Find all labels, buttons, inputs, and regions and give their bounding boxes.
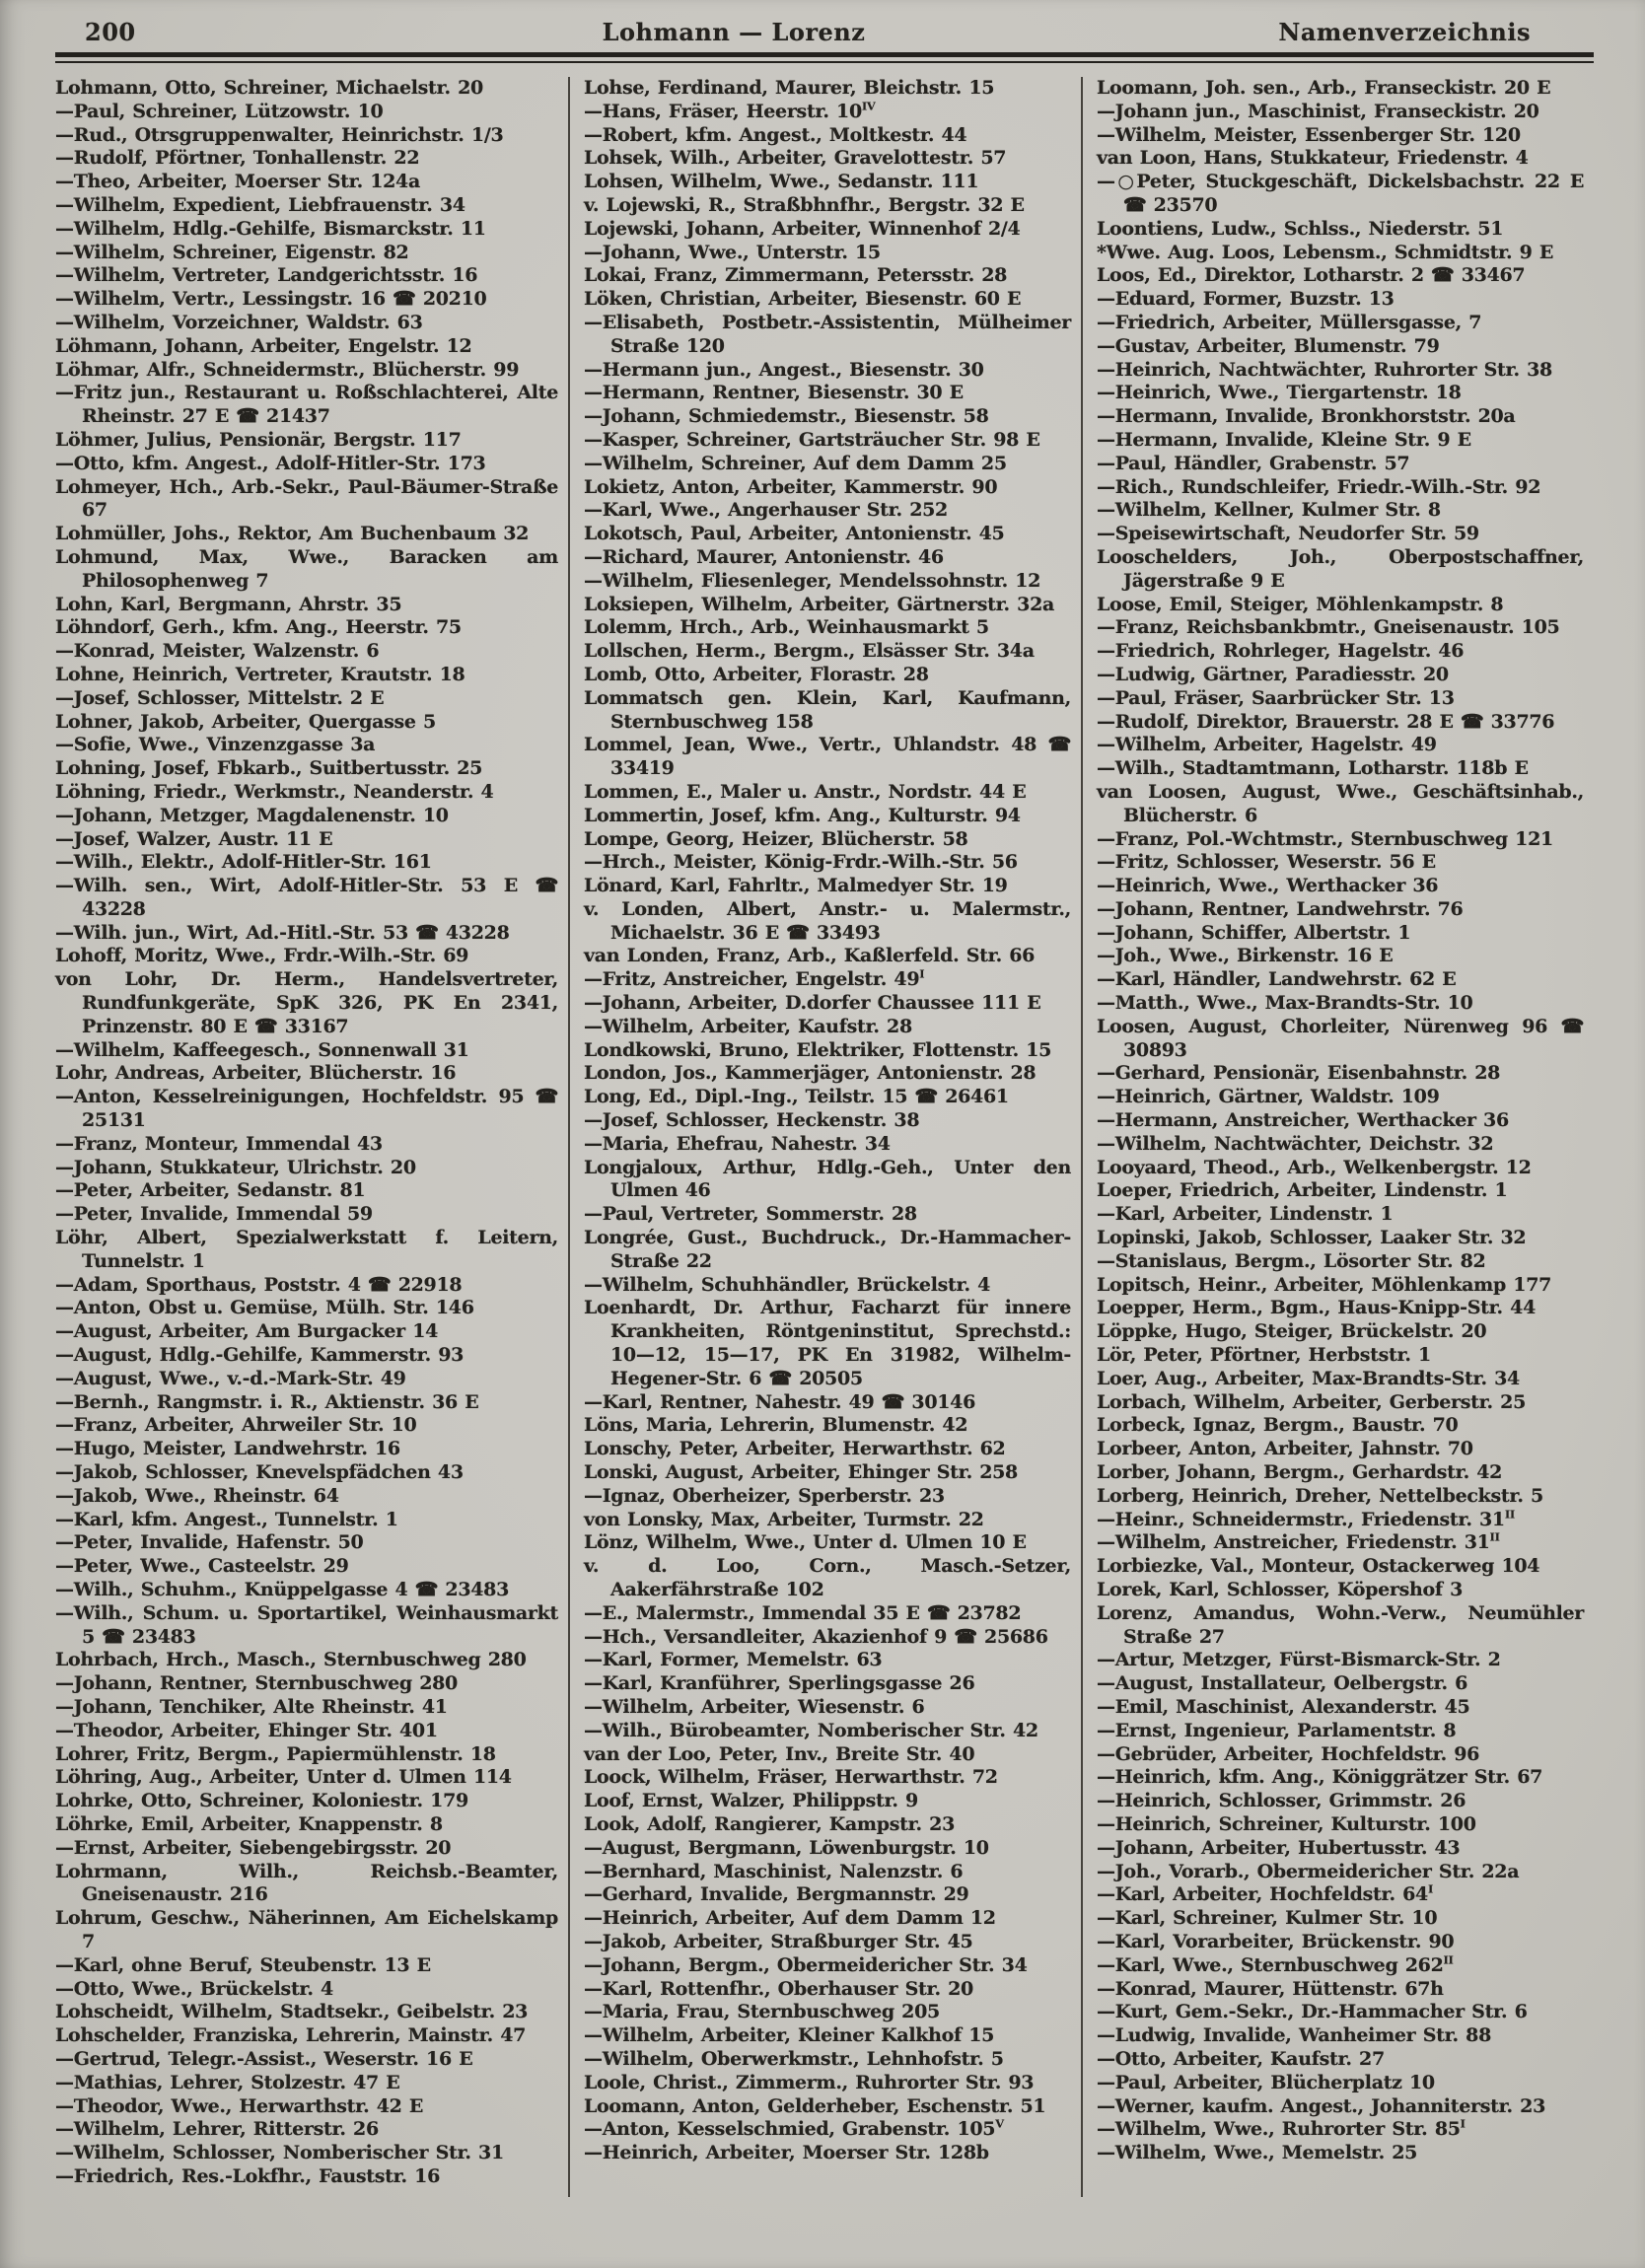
- directory-entry: Lohrer, Fritz, Bergm., Papiermühlenstr. 18: [55, 1742, 496, 1765]
- directory-entry: —Artur, Metzger, Fürst-Bismarck-Str. 2: [1097, 1649, 1501, 1671]
- directory-entry: van Loosen, August, Wwe., Geschäftsinhab., Blücherstr. 6: [1097, 780, 1584, 826]
- directory-entry: —Adam, Sporthaus, Poststr. 4 ☎ 22918: [55, 1273, 463, 1296]
- directory-entry: —Anton, Kesselschmied, Grabenstr. $105^V$: [584, 2117, 1004, 2141]
- directory-entry: Lokai, Franz, Zimmermann, Petersstr. 28: [584, 264, 1008, 287]
- directory-entry: Löhmann, Johann, Arbeiter, Engelstr. 12: [55, 334, 472, 357]
- directory-entry: —Johann, Rentner, Sternbuschweg 280: [55, 1672, 458, 1695]
- directory-entry: —Wilhelm, Schuhhändler, Brückelstr. 4: [584, 1273, 991, 1296]
- directory-entry: —Ludwig, Invalide, Wanheimer Str. 88: [1097, 2024, 1492, 2047]
- directory-entry: Loenhardt, Dr. Arthur, Facharzt für innere Krankheiten, Röntgeninstitut, Sprechstd.: 10—12, 15—17, PK En 31982, Wilhelm-Hegener-Str. 6 ☎ 20505: [584, 1297, 1071, 1389]
- directory-entry: Loock, Wilhelm, Fräser, Herwarthstr. 72: [584, 1766, 998, 1789]
- directory-entry: Lopinski, Jakob, Schlosser, Laaker Str. 32: [1097, 1227, 1527, 1249]
- directory-entry: Lorek, Karl, Schlosser, Köpershof 3: [1097, 1579, 1463, 1600]
- directory-entry: v. Lojewski, R., Straßbhnfhr., Bergstr. 32 E: [584, 193, 1025, 216]
- directory-entry: Lör, Peter, Pförtner, Herbststr. 1: [1097, 1344, 1431, 1367]
- directory-entry: —Otto, kfm. Angest., Adolf-Hitler-Str. 173: [55, 452, 486, 474]
- directory-entry: Lohmann, Otto, Schreiner, Michaelstr. 20: [55, 77, 483, 99]
- directory-entry: —Rudolf, Direktor, Brauerstr. 28 E ☎ 33776: [1097, 710, 1555, 733]
- directory-entry: Lommen, E., Maler u. Anstr., Nordstr. 44 E: [584, 780, 1027, 803]
- directory-entry: —Heinrich, Arbeiter, Moerser Str. 128b: [584, 2142, 989, 2164]
- directory-entry: —Hermann, Anstreicher, Werthacker 36: [1097, 1109, 1509, 1132]
- directory-entry: —Heinrich, Wwe., Werthacker 36: [1097, 875, 1439, 897]
- directory-entry: Loof, Ernst, Walzer, Philippstr. 9: [584, 1790, 918, 1812]
- directory-entry: —Wilhelm, Schreiner, Auf dem Damm 25: [584, 452, 1007, 474]
- directory-entry: —Heinrich, kfm. Ang., Königgrätzer Str. 67: [1097, 1766, 1543, 1789]
- directory-entry: —Elisabeth, Postbetr.-Assistentin, Mülheimer Straße 120: [584, 311, 1071, 357]
- directory-entry: Lönz, Wilhelm, Wwe., Unter d. Ulmen 10 E: [584, 1531, 1027, 1554]
- directory-entry: —Wilh., Elektr., Adolf-Hitler-Str. 161: [55, 851, 432, 874]
- directory-entry: Löhmer, Julius, Pensionär, Bergstr. 117: [55, 428, 462, 451]
- page-number: 200: [85, 18, 136, 46]
- directory-entry: Loer, Aug., Arbeiter, Max-Brandts-Str. 34: [1097, 1367, 1520, 1389]
- directory-entry: —Rudolf, Pförtner, Tonhallenstr. 22: [55, 147, 420, 170]
- directory-entry: Löns, Maria, Lehrerin, Blumenstr. 42: [584, 1414, 968, 1437]
- directory-entry: —Wilh., Schuhm., Knüppelgasse 4 ☎ 23483: [55, 1579, 510, 1600]
- directory-entry: —Speisewirtschaft, Neudorfer Str. 59: [1097, 523, 1479, 545]
- directory-entry: Löhring, Aug., Arbeiter, Unter d. Ulmen 114: [55, 1766, 512, 1789]
- directory-entry: —Heinrich, Schreiner, Kulturstr. 100: [1097, 1812, 1476, 1835]
- directory-entry: —Maria, Ehefrau, Nahestr. 34: [584, 1132, 891, 1155]
- directory-entry: —August, Bergmann, Löwenburgstr. 10: [584, 1836, 989, 1859]
- directory-entry: —Wilhelm, Expedient, Liebfrauenstr. 34: [55, 193, 465, 216]
- directory-entry: Lohmüller, Johs., Rektor, Am Buchenbaum 32: [55, 523, 530, 545]
- directory-entry: —Friedrich, Rohrleger, Hagelstr. 46: [1097, 640, 1465, 663]
- directory-entry: Loeper, Friedrich, Arbeiter, Lindenstr. 1: [1097, 1179, 1508, 1202]
- directory-entry: —Hch., Versandleiter, Akazienhof 9 ☎ 25686: [584, 1625, 1048, 1648]
- directory-entry: Lohsek, Wilh., Arbeiter, Gravelottestr. 57: [584, 147, 1007, 170]
- directory-entry: —Sofie, Wwe., Vinzenzgasse 3a: [55, 734, 376, 756]
- directory-entry: —Wilhelm, Lehrer, Ritterstr. 26: [55, 2118, 379, 2141]
- directory-entry: —Wilhelm, Arbeiter, Hagelstr. 49: [1097, 734, 1437, 756]
- directory-entry: Loomann, Anton, Gelderheber, Eschenstr. 51: [584, 2094, 1046, 2117]
- directory-entry: —Hans, Fräser, Heerstr. $10^{IV}$: [584, 99, 876, 122]
- directory-entry: von Lonsky, Max, Arbeiter, Turmstr. 22: [584, 1508, 984, 1530]
- directory-entry: Lohsen, Wilhelm, Wwe., Sedanstr. 111: [584, 171, 979, 193]
- directory-entry: —Anton, Obst u. Gemüse, Mülh. Str. 146: [55, 1297, 474, 1319]
- directory-entry: —August, Hdlg.-Gehilfe, Kammerstr. 93: [55, 1344, 465, 1367]
- directory-entry: Lorbiezke, Val., Monteur, Ostackerweg 104: [1097, 1555, 1540, 1578]
- directory-entry: —Peter, Invalide, Hafenstr. 50: [55, 1531, 364, 1554]
- directory-entry: —Joh., Vorarb., Obermeidericher Str. 22a: [1097, 1860, 1520, 1882]
- directory-entry: —Wilh., Stadtamtmann, Lotharstr. 118b E: [1097, 757, 1529, 780]
- directory-entry: —Hermann jun., Angest., Biesenstr. 30: [584, 358, 984, 381]
- directory-entry: —Paul, Schreiner, Lützowstr. 10: [55, 100, 384, 122]
- directory-entry: Long, Ed., Dipl.-Ing., Teilstr. 15 ☎ 26461: [584, 1086, 1009, 1108]
- directory-entry: —Karl, Wwe., Sternbuschweg $262^{II}$: [1097, 1952, 1454, 1976]
- directory-entry: —Eduard, Former, Buzstr. 13: [1097, 288, 1395, 311]
- directory-page: [55, 18, 1594, 2197]
- directory-entry: —Hermann, Invalide, Kleine Str. 9 E: [1097, 428, 1471, 451]
- directory-entry: —Paul, Arbeiter, Blücherplatz 10: [1097, 2071, 1435, 2093]
- directory-entry: —Wilh., Bürobeamter, Nomberischer Str. 42: [584, 1719, 1038, 1741]
- directory-entry: Lokietz, Anton, Arbeiter, Kammerstr. 90: [584, 475, 998, 498]
- directory-entry: Lohschelder, Franziska, Lehrerin, Mainstr. 47: [55, 2024, 527, 2047]
- directory-entry: —August, Arbeiter, Am Burgacker 14: [55, 1320, 439, 1343]
- directory-entry: Loepper, Herm., Bgm., Haus-Knipp-Str. 44: [1097, 1297, 1537, 1319]
- directory-entry: —Paul, Fräser, Saarbrücker Str. 13: [1097, 686, 1455, 709]
- directory-entry: —Ludwig, Gärtner, Paradiesstr. 20: [1097, 663, 1449, 685]
- directory-entry: —Hugo, Meister, Landwehrstr. 16: [55, 1438, 400, 1460]
- directory-entry: Lojewski, Johann, Arbeiter, Winnenhof 2/4: [584, 217, 1021, 240]
- directory-entry: —Wilh. jun., Wirt, Ad.-Hitl.-Str. 53 ☎ 43228: [55, 921, 510, 944]
- directory-entry: —Karl, ohne Beruf, Steubenstr. 13 E: [55, 1953, 431, 1976]
- directory-entry: van der Loo, Peter, Inv., Breite Str. 40: [584, 1742, 975, 1765]
- directory-entry: Lommertin, Josef, kfm. Ang., Kulturstr. 94: [584, 804, 1021, 826]
- directory-entry: Lonski, August, Arbeiter, Ehinger Str. 258: [584, 1461, 1018, 1484]
- directory-entry: —Bernh., Rangmstr. i. R., Aktienstr. 36 E: [55, 1390, 479, 1413]
- directory-entry: Lohrbach, Hrch., Masch., Sternbuschweg 280: [55, 1649, 527, 1671]
- directory-entry: Lönard, Karl, Fahrltr., Malmedyer Str. 19: [584, 875, 1008, 897]
- directory-entry: Loos, Ed., Direktor, Lotharstr. 2 ☎ 33467: [1097, 264, 1526, 287]
- directory-entry: —Karl, Rentner, Nahestr. 49 ☎ 30146: [584, 1390, 975, 1413]
- directory-entry: —Wilhelm, Nachtwächter, Deichstr. 32: [1097, 1132, 1494, 1155]
- directory-entry: —Ernst, Arbeiter, Siebengebirgsstr. 20: [55, 1836, 452, 1859]
- directory-entry: Looschelders, Joh., Oberpostschaffner, Jägerstraße 9 E: [1097, 545, 1584, 592]
- directory-entry: —Karl, Schreiner, Kulmer Str. 10: [1097, 1907, 1438, 1930]
- directory-entry: —Wilhelm, Oberwerkmstr., Lehnhofstr. 5: [584, 2047, 1004, 2070]
- directory-entry: Lorbeer, Anton, Arbeiter, Jahnstr. 70: [1097, 1438, 1473, 1460]
- directory-entry: —Wilhelm, Vertreter, Landgerichtsstr. 16: [55, 264, 478, 287]
- directory-entry: Lolemm, Hrch., Arb., Weinhausmarkt 5: [584, 616, 989, 639]
- directory-columns: [55, 77, 1594, 2197]
- directory-entry: —Werner, kaufm. Angest., Johanniterstr. 23: [1097, 2094, 1546, 2117]
- directory-entry: —Karl, kfm. Angest., Tunnelstr. 1: [55, 1508, 398, 1530]
- directory-entry: —Peter, Invalide, Immendal 59: [55, 1203, 373, 1226]
- header-letter-range: Lohmann — Lorenz: [602, 18, 866, 46]
- directory-entry: Lorbach, Wilhelm, Arbeiter, Gerberstr. 25: [1097, 1390, 1527, 1413]
- directory-entry: —○Peter, Stuckgeschäft, Dickelsbachstr. 22 E ☎ 23570: [1097, 171, 1584, 216]
- directory-entry: —Johann, Stukkateur, Ulrichstr. 20: [55, 1156, 416, 1178]
- directory-entry: —Matth., Wwe., Max-Brandts-Str. 10: [1097, 992, 1473, 1015]
- directory-entry: Löken, Christian, Arbeiter, Biesenstr. 60 E: [584, 288, 1022, 311]
- directory-entry: —Heinr., Schneidermstr., Friedenstr. $31^{II}$: [1097, 1507, 1515, 1530]
- directory-entry: —Paul, Händler, Grabenstr. 57: [1097, 452, 1410, 474]
- directory-entry: Lohrum, Geschw., Näherinnen, Am Eichelskamp 7: [55, 1907, 558, 1952]
- directory-entry: Lohscheidt, Wilhelm, Stadtsekr., Geibelstr. 23: [55, 2001, 529, 2023]
- directory-entry: Loose, Emil, Steiger, Möhlenkampstr. 8: [1097, 593, 1504, 615]
- directory-entry: —Franz, Monteur, Immendal 43: [55, 1132, 383, 1155]
- directory-entry: —August, Installateur, Oelbergstr. 6: [1097, 1672, 1468, 1695]
- directory-entry: —Friedrich, Res.-Lokfhr., Fauststr. 16: [55, 2164, 441, 2187]
- directory-entry: Lollschen, Herm., Bergm., Elsässer Str. 34a: [584, 640, 1035, 663]
- directory-entry: —Friedrich, Arbeiter, Müllersgasse, 7: [1097, 311, 1482, 333]
- directory-entry: —Otto, Arbeiter, Kaufstr. 27: [1097, 2047, 1385, 2070]
- directory-entry: —Karl, Former, Memelstr. 63: [584, 1649, 883, 1671]
- directory-entry: —Otto, Wwe., Brückelstr. 4: [55, 1977, 333, 2000]
- directory-entry: —Rud., Otrsgruppenwalter, Heinrichstr. 1/3: [55, 123, 504, 146]
- directory-entry: Loontiens, Ludw., Schlss., Niederstr. 51: [1097, 217, 1504, 240]
- directory-entry: —Wilhelm, Hdlg.-Gehilfe, Bismarckstr. 11: [55, 217, 486, 240]
- directory-entry: —Wilhelm, Anstreicher, Friedenstr. $31^{II}$: [1097, 1530, 1500, 1554]
- directory-entry: —Fritz, Schlosser, Weserstr. 56 E: [1097, 851, 1436, 874]
- directory-entry: Longjaloux, Arthur, Hdlg.-Geh., Unter den Ulmen 46: [584, 1156, 1071, 1202]
- directory-entry: —Hermann, Rentner, Biesenstr. 30 E: [584, 382, 964, 404]
- directory-entry: —Robert, kfm. Angest., Moltkestr. 44: [584, 123, 967, 146]
- directory-entry: —Ignaz, Oberheizer, Sperberstr. 23: [584, 1484, 945, 1507]
- directory-entry: Lohn, Karl, Bergmann, Ahrstr. 35: [55, 593, 402, 615]
- directory-entry: —Emil, Maschinist, Alexanderstr. 45: [1097, 1695, 1470, 1718]
- directory-entry: v. d. Loo, Corn., Masch.-Setzer, Aakerfährstraße 102: [584, 1555, 1071, 1600]
- directory-entry: Lohmund, Max, Wwe., Baracken am Philosophenweg 7: [55, 545, 558, 592]
- directory-entry: Lorenz, Amandus, Wohn.-Verw., Neumühler Straße 27: [1097, 1601, 1584, 1648]
- directory-entry: —Konrad, Maurer, Hüttenstr. 67h: [1097, 1977, 1444, 2000]
- directory-entry: —Wilhelm, Fliesenleger, Mendelssohnstr. 12: [584, 569, 1041, 592]
- directory-entry: Longrée, Gust., Buchdruck., Dr.-Hammacher-Straße 22: [584, 1227, 1071, 1272]
- directory-entry: —Johann, Arbeiter, Hubertusstr. 43: [1097, 1836, 1461, 1859]
- directory-entry: —Karl, Arbeiter, Hochfeldstr. $64^I$: [1097, 1882, 1433, 1906]
- directory-entry: —Wilhelm, Vorzeichner, Waldstr. 63: [55, 311, 423, 333]
- directory-entry: —Gerhard, Invalide, Bergmannstr. 29: [584, 1883, 969, 1906]
- directory-entry: —Rich., Rundschleifer, Friedr.-Wilh.-Str. 92: [1097, 475, 1541, 498]
- directory-entry: —Josef, Walzer, Austr. 11 E: [55, 827, 333, 850]
- directory-entry: v. Londen, Albert, Anstr.- u. Malermstr., Michaelstr. 36 E ☎ 33493: [584, 897, 1071, 944]
- directory-entry: Lohrke, Otto, Schreiner, Koloniestr. 179: [55, 1790, 468, 1812]
- directory-entry: —Wilh., Schum. u. Sportartikel, Weinhausmarkt 5 ☎ 23483: [55, 1601, 558, 1648]
- directory-entry: Löhning, Friedr., Werkmstr., Neanderstr. 4: [55, 780, 494, 803]
- directory-entry: —Peter, Arbeiter, Sedanstr. 81: [55, 1179, 366, 1202]
- directory-entry: Löhr, Albert, Spezialwerkstatt f. Leitern, Tunnelstr. 1: [55, 1227, 558, 1272]
- header-section-title: Namenverzeichnis: [1278, 18, 1531, 46]
- directory-entry: von Lohr, Dr. Herm., Handelsvertreter, Rundfunkgeräte, SpK 326, PK En 2341, Prinzenstr. 80 E ☎ 33167: [55, 968, 558, 1037]
- directory-entry: Looyaard, Theod., Arb., Welkenbergstr. 12: [1097, 1156, 1532, 1178]
- directory-entry: Look, Adolf, Rangierer, Kampstr. 23: [584, 1812, 956, 1835]
- directory-entry: Löhndorf, Gerh., kfm. Ang., Heerstr. 75: [55, 616, 462, 639]
- directory-entry: —Wilhelm, Wwe., Memelstr. 25: [1097, 2142, 1418, 2164]
- directory-entry: —Johann, Schmiedemstr., Biesenstr. 58: [584, 405, 989, 428]
- directory-entry: —Fritz jun., Restaurant u. Roßschlachterei, Alte Rheinstr. 27 E ☎ 21437: [55, 382, 558, 428]
- directory-entry: —Jakob, Arbeiter, Straßburger Str. 45: [584, 1930, 973, 1952]
- directory-entry: Lohne, Heinrich, Vertreter, Krautstr. 18: [55, 663, 465, 685]
- directory-entry: —Heinrich, Nachtwächter, Ruhrorter Str. 38: [1097, 358, 1552, 381]
- directory-entry: —Gustav, Arbeiter, Blumenstr. 79: [1097, 334, 1440, 357]
- directory-entry: —Gerhard, Pensionär, Eisenbahnstr. 28: [1097, 1062, 1501, 1085]
- directory-entry: —Josef, Schlosser, Heckenstr. 38: [584, 1109, 920, 1132]
- directory-entry: —Richard, Maurer, Antonienstr. 46: [584, 545, 944, 568]
- directory-entry: —Kurt, Gem.-Sekr., Dr.-Hammacher Str. 6: [1097, 2001, 1528, 2023]
- directory-entry: Lompe, Georg, Heizer, Blücherstr. 58: [584, 827, 968, 850]
- directory-entry: —Heinrich, Gärtner, Waldstr. 109: [1097, 1086, 1440, 1108]
- directory-entry: Lohning, Josef, Fbkarb., Suitbertusstr. 25: [55, 757, 483, 780]
- directory-column-2: [568, 77, 1081, 2197]
- directory-entry: Lohner, Jakob, Arbeiter, Quergasse 5: [55, 710, 436, 733]
- directory-entry: Lohoff, Moritz, Wwe., Frdr.-Wilh.-Str. 69: [55, 945, 469, 967]
- directory-entry: Lommel, Jean, Wwe., Vertr., Uhlandstr. 48 ☎ 33419: [584, 734, 1071, 780]
- directory-entry: Lonschy, Peter, Arbeiter, Herwarthstr. 62: [584, 1438, 1006, 1460]
- directory-entry: *Wwe. Aug. Loos, Lebensm., Schmidtstr. 9 E: [1097, 241, 1554, 263]
- directory-entry: Lorber, Johann, Bergm., Gerhardstr. 42: [1097, 1461, 1503, 1484]
- directory-entry: Loole, Christ., Zimmerm., Ruhrorter Str. 93: [584, 2071, 1035, 2093]
- directory-entry: —Wilh. sen., Wirt, Adolf-Hitler-Str. 53 E ☎ 43228: [55, 875, 558, 920]
- directory-entry: —Wilhelm, Kellner, Kulmer Str. 8: [1097, 499, 1441, 522]
- directory-entry: Löhmar, Alfr., Schneidermstr., Blücherstr. 99: [55, 358, 520, 381]
- directory-entry: —Wilhelm, Vertr., Lessingstr. 16 ☎ 20210: [55, 288, 487, 311]
- directory-entry: —Franz, Pol.-Wchtmstr., Sternbuschweg 121: [1097, 827, 1553, 850]
- directory-entry: —Jakob, Wwe., Rheinstr. 64: [55, 1484, 339, 1507]
- directory-entry: —Wilhelm, Arbeiter, Kaufstr. 28: [584, 1015, 912, 1037]
- directory-entry: —Heinrich, Arbeiter, Auf dem Damm 12: [584, 1907, 996, 1930]
- directory-entry: Lomb, Otto, Arbeiter, Florastr. 28: [584, 663, 929, 685]
- directory-entry: —Johann, Arbeiter, D.dorfer Chaussee 111 E: [584, 992, 1041, 1015]
- directory-entry: Loosen, August, Chorleiter, Nürenweg 96 ☎ 30893: [1097, 1015, 1584, 1061]
- directory-entry: —Konrad, Meister, Walzenstr. 6: [55, 640, 380, 663]
- directory-entry: —Paul, Vertreter, Sommerstr. 28: [584, 1203, 917, 1226]
- directory-entry: —August, Wwe., v.-d.-Mark-Str. 49: [55, 1367, 406, 1389]
- directory-entry: Loksiepen, Wilhelm, Arbeiter, Gärtnerstr. 32a: [584, 593, 1055, 615]
- directory-entry: Löhrke, Emil, Arbeiter, Knappenstr. 8: [55, 1812, 443, 1835]
- directory-entry: —Peter, Wwe., Casteelstr. 29: [55, 1555, 349, 1578]
- directory-entry: Lohr, Andreas, Arbeiter, Blücherstr. 16: [55, 1062, 457, 1085]
- directory-entry: —Karl, Händler, Landwehrstr. 62 E: [1097, 968, 1457, 991]
- directory-entry: —Josef, Schlosser, Mittelstr. 2 E: [55, 686, 385, 709]
- directory-column-3: [1081, 77, 1594, 2197]
- directory-entry: —Wilhelm, Schreiner, Eigenstr. 82: [55, 241, 409, 263]
- directory-entry: —Theodor, Arbeiter, Ehinger Str. 401: [55, 1719, 438, 1741]
- directory-entry: —Johann, Metzger, Magdalenenstr. 10: [55, 804, 449, 826]
- directory-entry: —Gebrüder, Arbeiter, Hochfeldstr. 96: [1097, 1742, 1480, 1765]
- directory-entry: —Jakob, Schlosser, Knevelspfädchen 43: [55, 1461, 464, 1484]
- directory-entry: —Karl, Wwe., Angerhauser Str. 252: [584, 499, 948, 522]
- directory-entry: —Wilhelm, Wwe., Ruhrorter Str. $85^I$: [1097, 2117, 1466, 2141]
- directory-entry: Lommatsch gen. Klein, Karl, Kaufmann, Sternbuschweg 158: [584, 686, 1071, 733]
- directory-entry: Lohrmann, Wilh., Reichsb.-Beamter, Gneisenaustr. 216: [55, 1860, 558, 1906]
- directory-entry: —Heinrich, Schlosser, Grimmstr. 26: [1097, 1790, 1466, 1812]
- directory-entry: —Wilhelm, Schlosser, Nomberischer Str. 31: [55, 2142, 504, 2164]
- page-header: [55, 18, 1594, 52]
- directory-entry: —Joh., Wwe., Birkenstr. 16 E: [1097, 945, 1394, 967]
- directory-entry: London, Jos., Kammerjäger, Antonienstr. 28: [584, 1062, 1037, 1085]
- directory-entry: van Londen, Franz, Arb., Kaßlerfeld. Str. 66: [584, 945, 1036, 967]
- directory-entry: —Johann jun., Maschinist, Franseckistr. 20: [1097, 100, 1539, 122]
- directory-entry: —Mathias, Lehrer, Stolzestr. 47 E: [55, 2071, 400, 2093]
- directory-entry: Lorberg, Heinrich, Dreher, Nettelbeckstr. 5: [1097, 1484, 1543, 1507]
- directory-entry: —Wilhelm, Arbeiter, Kleiner Kalkhof 15: [584, 2024, 995, 2047]
- directory-entry: —Hrch., Meister, König-Frdr.-Wilh.-Str. 56: [584, 851, 1018, 874]
- directory-entry: —Karl, Kranführer, Sperlingsgasse 26: [584, 1672, 975, 1695]
- directory-entry: —Bernhard, Maschinist, Nalenzstr. 6: [584, 1860, 964, 1882]
- directory-entry: —Theo, Arbeiter, Moerser Str. 124a: [55, 171, 420, 193]
- directory-entry: van Loon, Hans, Stukkateur, Friedenstr. 4: [1097, 147, 1529, 170]
- directory-entry: Londkowski, Bruno, Elektriker, Flottenstr. 15: [584, 1038, 1052, 1061]
- directory-entry: Löppke, Hugo, Steiger, Brückelstr. 20: [1097, 1320, 1487, 1343]
- directory-entry: Lokotsch, Paul, Arbeiter, Antonienstr. 45: [584, 523, 1005, 545]
- directory-column-1: [55, 77, 568, 2197]
- directory-entry: —Ernst, Ingenieur, Parlamentstr. 8: [1097, 1719, 1457, 1741]
- directory-entry: —Karl, Arbeiter, Lindenstr. 1: [1097, 1203, 1394, 1226]
- header-divider-rule: [55, 52, 1594, 63]
- directory-entry: —Kasper, Schreiner, Gartsträucher Str. 98 E: [584, 428, 1040, 451]
- directory-entry: —Johann, Bergm., Obermeidericher Str. 34: [584, 1953, 1028, 1976]
- directory-entry: —Theodor, Wwe., Herwarthstr. 42 E: [55, 2094, 424, 2117]
- directory-entry: —Franz, Reichsbankbmtr., Gneisenaustr. 105: [1097, 616, 1560, 639]
- directory-entry: —Stanislaus, Bergm., Lösorter Str. 82: [1097, 1249, 1486, 1272]
- directory-entry: —Wilhelm, Kaffeegesch., Sonnenwall 31: [55, 1038, 469, 1061]
- directory-entry: —Anton, Kesselreinigungen, Hochfeldstr. 95 ☎ 25131: [55, 1086, 558, 1132]
- directory-entry: Lopitsch, Heinr., Arbeiter, Möhlenkamp 177: [1097, 1273, 1552, 1296]
- directory-entry: —Johann, Rentner, Landwehrstr. 76: [1097, 897, 1464, 920]
- directory-entry: —Gertrud, Telegr.-Assist., Weserstr. 16 E: [55, 2047, 473, 2070]
- directory-entry: —Johann, Schiffer, Albertstr. 1: [1097, 921, 1411, 944]
- directory-entry: —Johann, Wwe., Unterstr. 15: [584, 241, 881, 263]
- directory-entry: —E., Malermstr., Immendal 35 E ☎ 23782: [584, 1601, 1022, 1624]
- directory-entry: —Hermann, Invalide, Bronkhorststr. 20a: [1097, 405, 1516, 428]
- directory-entry: —Franz, Arbeiter, Ahrweiler Str. 10: [55, 1414, 417, 1437]
- directory-entry: —Wilhelm, Arbeiter, Wiesenstr. 6: [584, 1695, 925, 1718]
- directory-entry: —Karl, Vorarbeiter, Brückenstr. 90: [1097, 1930, 1455, 1952]
- directory-entry: —Maria, Frau, Sternbuschweg 205: [584, 2001, 940, 2023]
- directory-entry: —Fritz, Anstreicher, Engelstr. $49^I$: [584, 966, 925, 991]
- directory-entry: —Karl, Rottenfhr., Oberhauser Str. 20: [584, 1977, 973, 2000]
- directory-entry: Lorbeck, Ignaz, Bergm., Baustr. 70: [1097, 1414, 1459, 1437]
- directory-entry: —Heinrich, Wwe., Tiergartenstr. 18: [1097, 382, 1462, 404]
- directory-entry: Lohmeyer, Hch., Arb.-Sekr., Paul-Bäumer-Straße 67: [55, 475, 558, 522]
- directory-entry: —Johann, Tenchiker, Alte Rheinstr. 41: [55, 1695, 448, 1718]
- directory-entry: —Wilhelm, Meister, Essenberger Str. 120: [1097, 123, 1521, 146]
- directory-entry: Loomann, Joh. sen., Arb., Franseckistr. 20 E: [1097, 77, 1551, 99]
- directory-entry: Lohse, Ferdinand, Maurer, Bleichstr. 15: [584, 77, 995, 99]
